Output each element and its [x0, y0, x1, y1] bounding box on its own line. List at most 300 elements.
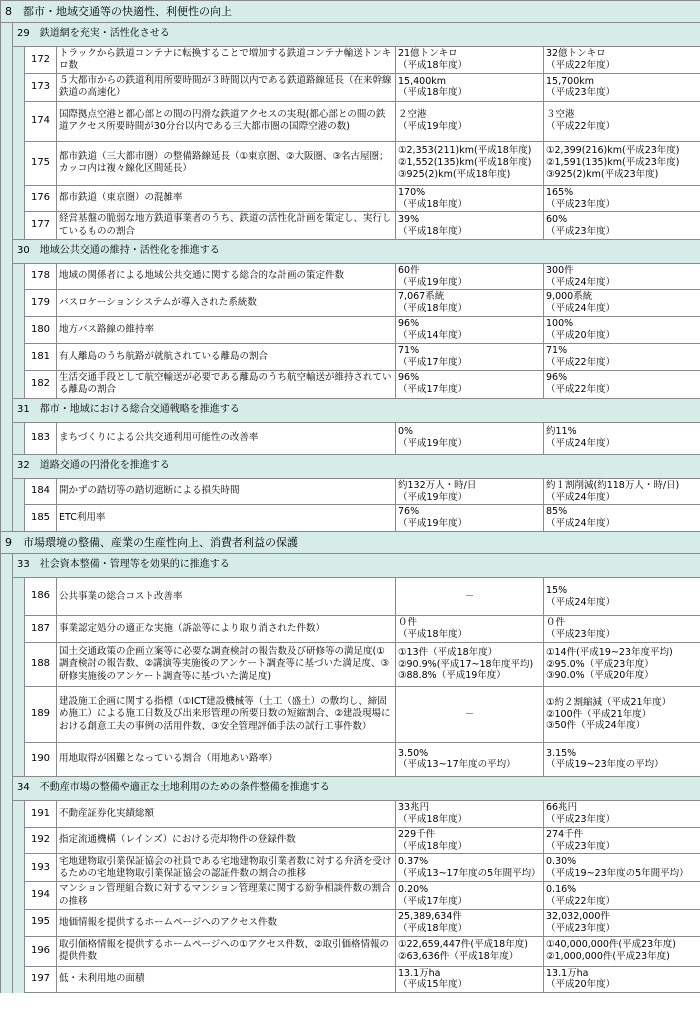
indicator-number: 175: [25, 141, 57, 185]
indicator-row: [1, 966, 700, 993]
baseline-value-cell: [396, 101, 544, 141]
target-value-cell: [544, 185, 700, 212]
indicator-number: 185: [25, 505, 57, 532]
target-value-line: （平成23年度）: [546, 922, 616, 934]
indicator-description: 不動産証券化実績総額: [57, 800, 396, 827]
baseline-value-line: 33兆円: [398, 801, 430, 813]
target-value-line: （平成23年度）: [546, 813, 616, 825]
baseline-value-line: 71%: [398, 344, 420, 356]
target-value-line: （平成24年度）: [546, 596, 616, 608]
indent-cell: [13, 642, 25, 686]
baseline-value-cell: [396, 827, 544, 854]
indicator-row: [1, 686, 700, 742]
baseline-value-line: （平成19年度）: [398, 276, 468, 288]
indent-cell: [13, 185, 25, 212]
indicator-description: 都市鉄道（東京圏）の混雑率: [57, 185, 396, 212]
target-value-line: （平成22年度）: [546, 895, 616, 907]
target-value-line: （平成22年度）: [546, 356, 616, 368]
baseline-value-cell: [396, 882, 544, 909]
baseline-value-line: （平成18年度）: [398, 225, 468, 237]
indent-cell: [1, 776, 13, 800]
indicator-description: 用地取得が困難となっている割合（用地あい路率）: [57, 742, 396, 776]
baseline-value-cell: [396, 212, 544, 239]
indicator-row: [1, 800, 700, 827]
indent-cell: [1, 263, 13, 290]
baseline-value-line: 229千件: [398, 828, 436, 840]
indent-cell: [13, 74, 25, 101]
target-value-line: 0.16%: [546, 883, 577, 895]
target-value-line: ３空港: [546, 109, 575, 121]
baseline-value-line: ③88.8%（平成19年度）: [398, 670, 506, 682]
baseline-value-line: 0.37%: [398, 856, 429, 868]
target-value-line: （平成23年度）: [546, 225, 616, 237]
indicator-number: 186: [25, 578, 57, 616]
target-value-cell: [544, 141, 700, 185]
target-value-line: ②1,591(135)km(平成23年度): [546, 157, 680, 169]
indent-cell: [1, 505, 13, 532]
baseline-value-line: （平成17年度）: [398, 356, 468, 368]
indicator-row: [1, 578, 700, 616]
target-value-cell: [544, 370, 700, 398]
target-value-line: 15%: [546, 584, 568, 596]
baseline-value-cell: [396, 966, 544, 993]
indicator-row: [1, 370, 700, 398]
baseline-value-line: 15,400km: [398, 75, 446, 87]
baseline-value-line: 170%: [398, 186, 426, 198]
indicator-description: 指定流通機構（レインズ）における売却物件の登録件数: [57, 827, 396, 854]
indicator-number: 178: [25, 263, 57, 290]
indicator-description: ５大都市からの鉄道利用所要時間が３時間以内である鉄道路線延長（在来幹線鉄道の高速化）: [57, 74, 396, 101]
indent-cell: [1, 554, 13, 578]
baseline-value-line: 約132万人・時/日: [398, 479, 477, 491]
target-value-line: ②1,000,000件(平成23年度): [546, 951, 670, 962]
target-value-cell: [544, 290, 700, 317]
baseline-value-line: 3.50%: [398, 747, 429, 759]
indicator-description: 都市鉄道（三大都市圏）の整備路線延長（①東京圏、②大阪圏、③名古屋圏；カッコ内は複々線化区間延長）: [57, 141, 396, 185]
target-value-line: （平成24年度）: [546, 303, 616, 315]
indicator-number: 182: [25, 370, 57, 398]
target-value-cell: [544, 478, 700, 505]
target-value-line: 274千件: [546, 828, 584, 840]
baseline-value-cell: [396, 616, 544, 643]
target-value-line: （平成24年度）: [546, 518, 616, 530]
subsection-header-row: [1, 776, 700, 800]
indicator-description: トラックから鉄道コンテナに転換することで増加する鉄道コンテナ輸送トンキロ数: [57, 47, 396, 74]
section-header-row: [1, 1, 700, 23]
baseline-value-cell: [396, 642, 544, 686]
indent-cell: [13, 101, 25, 141]
target-value-line: ①2,399(216)km(平成23年度): [546, 145, 680, 157]
target-value-line: 60%: [546, 213, 568, 225]
target-value-line: ③90.0%（平成20年度）: [546, 670, 654, 682]
indent-cell: [1, 290, 13, 317]
target-value-line: 100%: [546, 318, 574, 330]
baseline-value-line: 76%: [398, 506, 420, 518]
baseline-value-line: （平成19年度）: [398, 491, 468, 503]
indicator-row: [1, 290, 700, 317]
target-value-line: （平成23年度）: [546, 629, 616, 641]
indent-cell: [13, 578, 25, 616]
subsection-header-row: [1, 554, 700, 578]
indicator-row: [1, 422, 700, 454]
target-value-cell: [544, 642, 700, 686]
subsection-title: 34 不動産市場の整備や適正な土地利用のための条件整備を推進する: [13, 776, 700, 800]
target-value-cell: [544, 422, 700, 454]
indent-cell: [1, 578, 13, 616]
indent-cell: [1, 827, 13, 854]
baseline-value-line: （平成15年度）: [398, 979, 468, 991]
target-value-line: （平成19~23年度の平均）: [546, 759, 664, 771]
indicator-number: 188: [25, 642, 57, 686]
target-value-cell: [544, 74, 700, 101]
target-value-cell: [544, 800, 700, 827]
baseline-value-cell: [396, 936, 544, 966]
baseline-value-line: －: [464, 708, 475, 720]
baseline-value-line: 0%: [398, 426, 414, 438]
target-value-cell: [544, 742, 700, 776]
target-value-line: 85%: [546, 506, 568, 518]
baseline-value-line: 21億トンキロ: [398, 48, 458, 60]
indicator-number: 179: [25, 290, 57, 317]
indicator-number: 181: [25, 343, 57, 370]
target-value-line: ②100件（平成21年度）: [546, 708, 652, 720]
indicator-row: [1, 141, 700, 185]
baseline-value-line: （平成18年度）: [398, 922, 468, 934]
subsection-header-row: [1, 239, 700, 263]
baseline-value-line: （平成18年度）: [398, 813, 468, 825]
target-value-line: 約11%: [546, 426, 577, 438]
baseline-value-line: （平成18年度）: [398, 840, 468, 852]
indicator-description: 国際拠点空港と都心部との間の円滑な鉄道アクセスの実現(都心部との間の鉄道アクセス所要時間が30分台以内である三大都市圏の国際空港の数): [57, 101, 396, 141]
target-value-line: （平成24年度）: [546, 491, 616, 503]
target-value-cell: [544, 317, 700, 344]
indicator-row: [1, 212, 700, 239]
target-value-line: 66兆円: [546, 801, 578, 813]
target-value-line: 96%: [546, 372, 568, 384]
indicator-description: 生活交通手段として航空輸送が必要である離島のうち航空輸送が維持されている離島の割合: [57, 370, 396, 398]
indicator-number: 183: [25, 422, 57, 454]
target-value-cell: [544, 343, 700, 370]
target-value-line: （平成19~23年度の5年間平均）: [546, 867, 689, 879]
target-value-cell: [544, 882, 700, 909]
indicator-row: [1, 343, 700, 370]
baseline-value-line: （平成18年度）: [398, 60, 468, 72]
indicator-description: 開かずの踏切等の踏切遮断による損失時間: [57, 478, 396, 505]
indent-cell: [1, 23, 13, 47]
indicator-row: [1, 882, 700, 909]
indicator-row: [1, 909, 700, 936]
baseline-value-line: （平成18年度）: [398, 629, 468, 641]
indicator-description: 公共事業の総合コスト改善率: [57, 578, 396, 616]
subsection-title: 32 道路交通の円滑化を推進する: [13, 454, 700, 478]
indicator-row: [1, 742, 700, 776]
target-value-line: （平成20年度）: [546, 979, 616, 991]
baseline-value-cell: [396, 505, 544, 532]
indicator-number: 187: [25, 616, 57, 643]
baseline-value-cell: [396, 141, 544, 185]
indicator-row: [1, 936, 700, 966]
baseline-value-line: （平成17年度）: [398, 384, 468, 396]
target-value-cell: [544, 47, 700, 74]
target-value-line: （平成20年度）: [546, 330, 616, 342]
baseline-value-cell: [396, 47, 544, 74]
target-value-line: ③925(2)km(平成23年度): [546, 169, 659, 181]
target-value-line: 0.30%: [546, 856, 577, 868]
indent-cell: [13, 422, 25, 454]
target-value-cell: [544, 936, 700, 966]
baseline-value-cell: [396, 478, 544, 505]
target-value-line: ③50件（平成24年度）: [546, 720, 646, 732]
subsection-title: 29 鉄道網を充実・活性化させる: [13, 23, 700, 47]
indent-cell: [1, 239, 13, 263]
indent-cell: [1, 854, 13, 882]
target-value-line: 32,032,000件: [546, 910, 610, 922]
baseline-value-cell: [396, 290, 544, 317]
indent-cell: [13, 686, 25, 742]
indent-cell: [1, 343, 13, 370]
baseline-value-line: 13.1万ha: [398, 967, 441, 979]
indicator-row: [1, 101, 700, 141]
target-value-cell: [544, 686, 700, 742]
indent-cell: [13, 47, 25, 74]
target-value-line: ①約２割縮減（平成21年度）: [546, 696, 672, 708]
indent-cell: [13, 290, 25, 317]
baseline-value-cell: [396, 422, 544, 454]
baseline-value-cell: [396, 686, 544, 742]
indent-cell: [1, 185, 13, 212]
subsection-header-row: [1, 23, 700, 47]
baseline-value-cell: [396, 909, 544, 936]
baseline-value-line: 0.20%: [398, 883, 429, 895]
indicator-number: 180: [25, 317, 57, 344]
baseline-value-line: 96%: [398, 372, 420, 384]
target-value-cell: [544, 578, 700, 616]
baseline-value-cell: [396, 742, 544, 776]
target-value-line: 13.1万ha: [546, 967, 589, 979]
subsection-title: 33 社会資本整備・管理等を効果的に推進する: [13, 554, 700, 578]
indicator-row: [1, 185, 700, 212]
indent-cell: [1, 47, 13, 74]
indent-cell: [1, 909, 13, 936]
baseline-value-line: ①2,353(211)km(平成18年度): [398, 145, 532, 157]
baseline-value-line: ③925(2)km(平成18年度): [398, 169, 511, 181]
section-title: 8 都市・地域交通等の快適性、利便性の向上: [1, 1, 700, 23]
indent-cell: [13, 505, 25, 532]
indent-cell: [13, 370, 25, 398]
indicator-number: 177: [25, 212, 57, 239]
indent-cell: [13, 854, 25, 882]
indent-cell: [1, 141, 13, 185]
indicator-row: [1, 827, 700, 854]
indent-cell: [13, 966, 25, 993]
indicator-row: [1, 642, 700, 686]
baseline-value-line: 25,389,634件: [398, 910, 462, 922]
baseline-value-line: （平成14年度）: [398, 330, 468, 342]
indicator-number: 176: [25, 185, 57, 212]
target-value-line: 約１割削減(約118万人・時/日): [546, 479, 680, 491]
target-value-line: （平成22年度）: [546, 384, 616, 396]
indent-cell: [1, 642, 13, 686]
indent-cell: [13, 478, 25, 505]
target-value-line: ①14件(平成19~23年度平均): [546, 646, 673, 658]
target-value-cell: [544, 909, 700, 936]
indicator-number: 193: [25, 854, 57, 882]
section-header-row: [1, 532, 700, 554]
indicator-description: 事業認定処分の適正な実施（訴訟等により取り消された件数）: [57, 616, 396, 643]
target-value-line: （平成23年度）: [546, 87, 616, 99]
baseline-value-line: （平成19年度）: [398, 518, 468, 530]
target-value-line: ②95.0%（平成23年度）: [546, 658, 654, 670]
baseline-value-line: （平成17年度）: [398, 895, 468, 907]
indicator-row: [1, 317, 700, 344]
indicator-row: [1, 263, 700, 290]
baseline-value-line: ②63,636件（平成18年度）: [398, 951, 519, 962]
baseline-value-line: （平成18年度）: [398, 87, 468, 99]
indent-cell: [13, 936, 25, 966]
indicator-description: マンション管理組合数に対するマンション管理業に関する紛争相談件数の割合の推移: [57, 882, 396, 909]
baseline-value-line: （平成18年度）: [398, 303, 468, 315]
indicator-row: [1, 47, 700, 74]
indicator-description: 低・未利用地の面積: [57, 966, 396, 993]
baseline-value-line: （平成19年度）: [398, 438, 468, 450]
target-value-cell: [544, 263, 700, 290]
section-title: 9 市場環境の整備、産業の生産性向上、消費者利益の保護: [1, 532, 700, 554]
indicator-number: 184: [25, 478, 57, 505]
indent-cell: [13, 263, 25, 290]
indent-cell: [1, 686, 13, 742]
indicator-description: 地価情報を提供するホームページへのアクセス件数: [57, 909, 396, 936]
indicator-description: まちづくりによる公共交通利用可能性の改善率: [57, 422, 396, 454]
indicator-description: 宅地建物取引業保証協会の社員である宅地建物取引業者数に対する弁済を受けるための宅地建物取引業保証協会の認証件数の割合の推移: [57, 854, 396, 882]
target-value-line: ０件: [546, 617, 566, 629]
indicator-description: 建設施工企画に関する指標（①ICT建設機械等（土工（盛土）の敷均し、締固め施工）による施工日数及び出来形管理の所要日数の短縮割合、②建設現場における創意工夫の事例の活用件数、③安全管理評価手法の試行工事件数）: [57, 686, 396, 742]
indicator-description: 地方バス路線の維持率: [57, 317, 396, 344]
baseline-value-cell: [396, 343, 544, 370]
target-value-line: 9,000系統: [546, 291, 593, 303]
indicator-number: 192: [25, 827, 57, 854]
baseline-value-line: 60件: [398, 264, 420, 276]
baseline-value-line: （平成13~17年度の平均）: [398, 759, 516, 771]
indent-cell: [13, 212, 25, 239]
baseline-value-line: ０件: [398, 617, 418, 629]
baseline-value-cell: [396, 317, 544, 344]
indicator-number: 174: [25, 101, 57, 141]
indent-cell: [1, 212, 13, 239]
target-value-line: （平成24年度）: [546, 276, 616, 288]
indent-cell: [1, 101, 13, 141]
indicator-number: 172: [25, 47, 57, 74]
indent-cell: [13, 909, 25, 936]
baseline-value-cell: [396, 74, 544, 101]
baseline-value-cell: [396, 800, 544, 827]
target-value-line: 15,700km: [546, 75, 594, 87]
target-value-cell: [544, 827, 700, 854]
baseline-value-line: （平成18年度）: [398, 198, 468, 210]
target-value-line: 32億トンキロ: [546, 48, 606, 60]
baseline-value-line: ②1,552(135)km(平成18年度): [398, 157, 532, 169]
indicator-description: バスロケーションシステムが導入された系統数: [57, 290, 396, 317]
indent-cell: [13, 141, 25, 185]
indent-cell: [1, 422, 13, 454]
baseline-value-cell: [396, 370, 544, 398]
indent-cell: [13, 742, 25, 776]
indicator-description: ETC利用率: [57, 505, 396, 532]
target-value-cell: [544, 212, 700, 239]
indent-cell: [1, 742, 13, 776]
baseline-value-line: －: [464, 590, 475, 602]
indent-cell: [13, 827, 25, 854]
indent-cell: [1, 800, 13, 827]
indent-cell: [13, 616, 25, 643]
indicator-number: 190: [25, 742, 57, 776]
baseline-value-line: 96%: [398, 318, 420, 330]
target-value-line: 300件: [546, 264, 574, 276]
target-value-cell: [544, 505, 700, 532]
baseline-value-line: ①13件（平成18年度）: [398, 646, 498, 658]
indicator-description: 国土交通政策の企画立案等に必要な調査検討の報告数及び研修等の満足度(①調査検討の報告数、②講演等実施後のアンケート調査等に基づいた満足度、③研修実施後のアンケート調査等に基づいた満足度): [57, 642, 396, 686]
target-value-line: （平成24年度）: [546, 438, 616, 450]
baseline-value-line: 7,067系統: [398, 291, 445, 303]
baseline-value-cell: [396, 263, 544, 290]
indent-cell: [1, 478, 13, 505]
target-value-line: （平成23年度）: [546, 198, 616, 210]
indicator-number: 197: [25, 966, 57, 993]
indicator-description: 取引価格情報を提供するホームページへの①アクセス件数、②取引価格情報の提供件数: [57, 936, 396, 966]
indent-cell: [1, 398, 13, 422]
indent-cell: [1, 370, 13, 398]
indent-cell: [1, 882, 13, 909]
baseline-value-line: （平成19年度）: [398, 121, 468, 133]
indent-cell: [1, 966, 13, 993]
indicator-description: 有人離島のうち航路が就航されている離島の割合: [57, 343, 396, 370]
indent-cell: [1, 454, 13, 478]
indicator-number: 173: [25, 74, 57, 101]
baseline-value-cell: [396, 578, 544, 616]
baseline-value-line: 39%: [398, 213, 420, 225]
baseline-value-line: ①22,659,447件(平成18年度): [398, 939, 528, 951]
indent-cell: [1, 317, 13, 344]
indent-cell: [1, 616, 13, 643]
indicator-number: 191: [25, 800, 57, 827]
target-value-cell: [544, 616, 700, 643]
target-value-line: （平成22年度）: [546, 60, 616, 72]
indent-cell: [13, 882, 25, 909]
target-value-cell: [544, 854, 700, 882]
indicator-description: 地域の関係者による地域公共交通に関する総合的な計画の策定件数: [57, 263, 396, 290]
indicator-row: [1, 616, 700, 643]
baseline-value-line: ②90.9%(平成17~18年度平均): [398, 658, 534, 670]
target-value-line: 165%: [546, 186, 574, 198]
subsection-title: 31 都市・地域における総合交通戦略を推進する: [13, 398, 700, 422]
baseline-value-line: ２空港: [398, 109, 427, 121]
baseline-value-cell: [396, 185, 544, 212]
subsection-header-row: [1, 398, 700, 422]
target-value-line: ①40,000,000件(平成23年度): [546, 939, 676, 951]
target-value-line: （平成22年度）: [546, 121, 616, 133]
baseline-value-cell: [396, 854, 544, 882]
indicator-row: [1, 854, 700, 882]
indicator-number: 194: [25, 882, 57, 909]
indicator-row: [1, 478, 700, 505]
indicator-row: [1, 505, 700, 532]
subsection-title: 30 地域公共交通の維持・活性化を推進する: [13, 239, 700, 263]
target-value-cell: [544, 101, 700, 141]
target-value-cell: [544, 966, 700, 993]
subsection-header-row: [1, 454, 700, 478]
indent-cell: [13, 800, 25, 827]
indicator-number: 196: [25, 936, 57, 966]
indicator-number: 189: [25, 686, 57, 742]
